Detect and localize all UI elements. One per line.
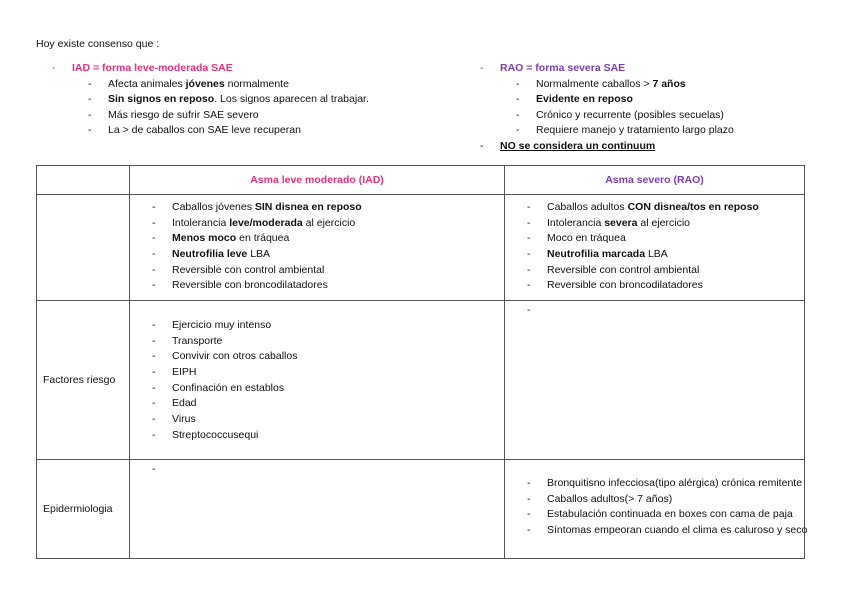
epi-severe-list bbox=[527, 476, 808, 539]
iad-definition-block bbox=[52, 61, 452, 139]
bold-text-run: jóvenes bbox=[185, 77, 225, 90]
dash-bullet: - bbox=[152, 397, 156, 410]
list-item-text bbox=[536, 92, 633, 108]
dash-bullet: - bbox=[516, 93, 520, 105]
text-run: Moco en tráquea bbox=[547, 232, 626, 245]
text-run: Normalmente caballos > bbox=[536, 77, 653, 90]
list-item-text bbox=[536, 123, 734, 139]
list-item bbox=[527, 278, 804, 294]
text-run: Reversible con control ambiental bbox=[547, 263, 700, 276]
list-item bbox=[52, 123, 452, 139]
dash-bullet: - bbox=[88, 108, 92, 121]
bold-text-run: SIN disnea en reposo bbox=[254, 201, 362, 213]
row-label-risk-factors: Factores riesgo bbox=[37, 301, 130, 460]
list-item-text bbox=[547, 263, 699, 279]
table-row-risk-factors bbox=[37, 301, 805, 460]
epi-mild-cell bbox=[130, 460, 505, 559]
list-item bbox=[152, 349, 504, 365]
dash-bullet: - bbox=[52, 62, 56, 74]
text-run: Edad bbox=[172, 397, 197, 410]
list-item-text bbox=[172, 412, 196, 428]
list-item-text bbox=[547, 492, 672, 508]
bold-text-run: Menos moco bbox=[172, 232, 237, 245]
list-item bbox=[152, 334, 504, 350]
list-item bbox=[527, 492, 804, 508]
list-item bbox=[480, 123, 820, 139]
dash-bullet: - bbox=[152, 232, 156, 245]
risk-mild-cell bbox=[130, 301, 505, 460]
empty-dash-placeholder: - bbox=[527, 304, 531, 316]
text-run: LBA bbox=[645, 248, 668, 261]
dash-bullet: - bbox=[88, 93, 92, 105]
text-run: La > de caballos con SAE leve recuperan bbox=[108, 124, 301, 136]
dash-bullet: - bbox=[527, 477, 531, 489]
rao-heading-line bbox=[480, 61, 820, 77]
list-item bbox=[152, 200, 504, 216]
list-item-text bbox=[172, 247, 270, 263]
row-label-epidemiology: Epidermiologia bbox=[37, 460, 130, 559]
list-item bbox=[527, 476, 804, 492]
rao-item-list bbox=[480, 77, 820, 139]
text-run: Bronquitisno infecciosa(tipo alérgica) crónica remitente bbox=[547, 477, 803, 489]
text-run: Intolerancia bbox=[172, 216, 230, 229]
signs-mild-list bbox=[152, 200, 504, 294]
list-item bbox=[152, 412, 504, 428]
dash-bullet: - bbox=[152, 201, 156, 213]
bold-text-run: CON disnea/tos en reposo bbox=[627, 201, 759, 213]
list-item-text bbox=[547, 278, 703, 294]
dash-bullet: - bbox=[516, 124, 520, 136]
list-item bbox=[527, 523, 808, 539]
list-item-text bbox=[172, 231, 289, 247]
text-run: Más riesgo de sufrir SAE severo bbox=[108, 108, 259, 121]
signs-mild-cell bbox=[130, 195, 505, 301]
dash-bullet: - bbox=[152, 413, 156, 426]
list-item-text bbox=[547, 216, 690, 232]
list-item-text bbox=[172, 428, 258, 444]
text-run: Caballos adultos bbox=[547, 201, 628, 213]
dash-bullet: - bbox=[152, 334, 156, 347]
list-item bbox=[152, 247, 504, 263]
dash-bullet: - bbox=[527, 216, 531, 229]
header-mild-asthma: Asma leve moderado (IAD) bbox=[130, 166, 505, 195]
signs-severe-cell bbox=[505, 195, 805, 301]
list-item-text bbox=[547, 231, 626, 247]
text-run: normalmente bbox=[224, 77, 289, 90]
list-item-text bbox=[547, 200, 759, 216]
text-run: Reversible con broncodilatadores bbox=[172, 279, 328, 292]
text-run: Caballos jóvenes bbox=[172, 201, 255, 213]
list-item bbox=[527, 263, 804, 279]
text-run: en tráquea bbox=[236, 232, 290, 245]
list-item bbox=[152, 318, 504, 334]
rao-definition-block bbox=[480, 61, 820, 154]
list-item-text bbox=[172, 318, 271, 334]
dash-bullet: - bbox=[88, 77, 92, 90]
dash-bullet: - bbox=[527, 524, 531, 537]
dash-bullet: - bbox=[527, 492, 531, 505]
iad-item-list bbox=[52, 77, 452, 139]
table-header-row bbox=[37, 166, 805, 195]
list-item bbox=[480, 108, 820, 124]
list-item bbox=[527, 231, 804, 247]
risk-severe-cell bbox=[505, 301, 805, 460]
list-item-text bbox=[547, 247, 668, 263]
list-item bbox=[527, 247, 804, 263]
dash-bullet: - bbox=[152, 263, 156, 276]
list-item bbox=[480, 92, 820, 108]
dash-bullet: - bbox=[527, 201, 531, 213]
list-item bbox=[152, 216, 504, 232]
bold-text-run: Neutrofilia marcada bbox=[547, 248, 646, 261]
list-item-text bbox=[172, 396, 197, 412]
header-severe-asthma: Asma severo (RAO) bbox=[505, 166, 805, 195]
dash-bullet: - bbox=[152, 319, 156, 331]
text-run: Caballos adultos(> 7 años) bbox=[547, 492, 673, 505]
dash-bullet: - bbox=[152, 381, 156, 394]
dash-bullet: - bbox=[88, 124, 92, 136]
rao-heading: RAO = forma severa SAE bbox=[500, 62, 626, 74]
dash-bullet: - bbox=[527, 248, 531, 261]
dash-bullet: - bbox=[527, 279, 531, 292]
dash-bullet: - bbox=[527, 263, 531, 276]
list-item-text bbox=[547, 507, 793, 523]
list-item-text bbox=[108, 108, 259, 124]
text-run: Intolerancia bbox=[547, 216, 605, 229]
dash-bullet: - bbox=[152, 366, 156, 379]
text-run: Confinación en establos bbox=[172, 381, 285, 394]
text-run: Streptococcusequi bbox=[172, 428, 259, 441]
list-item-text bbox=[172, 334, 222, 350]
dash-bullet: - bbox=[152, 350, 156, 363]
comparison-table bbox=[36, 165, 808, 559]
list-item-text bbox=[108, 123, 301, 139]
list-item-text bbox=[172, 263, 324, 279]
list-item-text bbox=[172, 381, 284, 397]
table-row-epidemiology bbox=[37, 460, 805, 559]
text-run: Transporte bbox=[172, 334, 223, 347]
text-run: EIPH bbox=[172, 366, 197, 379]
table-row-signs bbox=[37, 195, 805, 301]
list-item bbox=[527, 216, 804, 232]
epi-severe-cell bbox=[505, 460, 808, 559]
list-item bbox=[152, 278, 504, 294]
text-run: Virus bbox=[172, 413, 196, 426]
dash-bullet: - bbox=[480, 139, 484, 152]
bold-text-run: Neutrofilia leve bbox=[172, 248, 248, 261]
dash-bullet: - bbox=[152, 248, 156, 261]
rao-note-line bbox=[480, 139, 820, 155]
text-run: Convivir con otros caballos bbox=[172, 350, 298, 363]
row-label-signs bbox=[37, 195, 130, 301]
list-item-text bbox=[172, 216, 355, 232]
list-item bbox=[152, 381, 504, 397]
list-item bbox=[152, 428, 504, 444]
iad-heading-line bbox=[52, 61, 452, 77]
list-item-text bbox=[172, 349, 297, 365]
text-run: Ejercicio muy intenso bbox=[172, 319, 272, 331]
text-run: Crónico y recurrente (posibles secuelas) bbox=[536, 108, 724, 121]
list-item-text bbox=[547, 523, 807, 539]
list-item bbox=[152, 396, 504, 412]
dash-bullet: - bbox=[152, 279, 156, 292]
bold-text-run: leve/moderada bbox=[229, 216, 303, 229]
text-run: Estabulación continuada en boxes con cama de paja bbox=[547, 508, 793, 521]
dash-bullet: - bbox=[527, 232, 531, 245]
bold-text-run: 7 años bbox=[652, 77, 686, 90]
list-item bbox=[152, 231, 504, 247]
list-item bbox=[152, 263, 504, 279]
text-run: Reversible con control ambiental bbox=[172, 263, 325, 276]
list-item-text bbox=[536, 108, 724, 124]
text-run: al ejercicio bbox=[302, 216, 356, 229]
list-item bbox=[480, 77, 820, 93]
text-run: LBA bbox=[247, 248, 271, 261]
dash-bullet: - bbox=[480, 62, 484, 74]
list-item-text bbox=[108, 92, 369, 108]
list-item-text bbox=[172, 200, 362, 216]
continuum-note: NO se considera un continuum bbox=[500, 139, 656, 152]
list-item bbox=[52, 77, 452, 93]
dash-bullet: - bbox=[527, 508, 531, 521]
dash-bullet: - bbox=[516, 108, 520, 121]
dash-bullet: - bbox=[152, 216, 156, 229]
list-item-text bbox=[172, 365, 197, 381]
list-item bbox=[527, 200, 804, 216]
bold-text-run: Evidente en reposo bbox=[536, 93, 633, 105]
text-run: . Los signos aparecen al trabajar. bbox=[214, 93, 369, 105]
intro-text: Hoy existe consenso que : bbox=[36, 38, 160, 50]
text-run: Síntomas empeoran cuando el clima es caluroso y seco bbox=[547, 524, 808, 537]
dash-bullet: - bbox=[516, 77, 520, 90]
list-item bbox=[52, 92, 452, 108]
list-item-text bbox=[172, 278, 328, 294]
dash-bullet: - bbox=[152, 428, 156, 441]
text-run: Afecta animales bbox=[108, 77, 186, 90]
list-item-text bbox=[547, 476, 802, 492]
text-run: Requiere manejo y tratamiento largo plazo bbox=[536, 124, 734, 136]
list-item bbox=[152, 365, 504, 381]
bold-text-run: Sin signos en reposo bbox=[108, 93, 215, 105]
iad-heading: IAD = forma leve-moderada SAE bbox=[72, 62, 233, 74]
list-item-text bbox=[108, 77, 289, 93]
header-empty-cell bbox=[37, 166, 130, 195]
list-item-text bbox=[536, 77, 686, 93]
signs-severe-list bbox=[527, 200, 804, 294]
list-item bbox=[527, 507, 804, 523]
text-run: al ejercicio bbox=[637, 216, 691, 229]
list-item bbox=[52, 108, 452, 124]
risk-mild-list bbox=[152, 318, 504, 444]
empty-dash-placeholder: - bbox=[152, 463, 156, 475]
text-run: Reversible con broncodilatadores bbox=[547, 279, 703, 292]
bold-text-run: severa bbox=[604, 216, 638, 229]
